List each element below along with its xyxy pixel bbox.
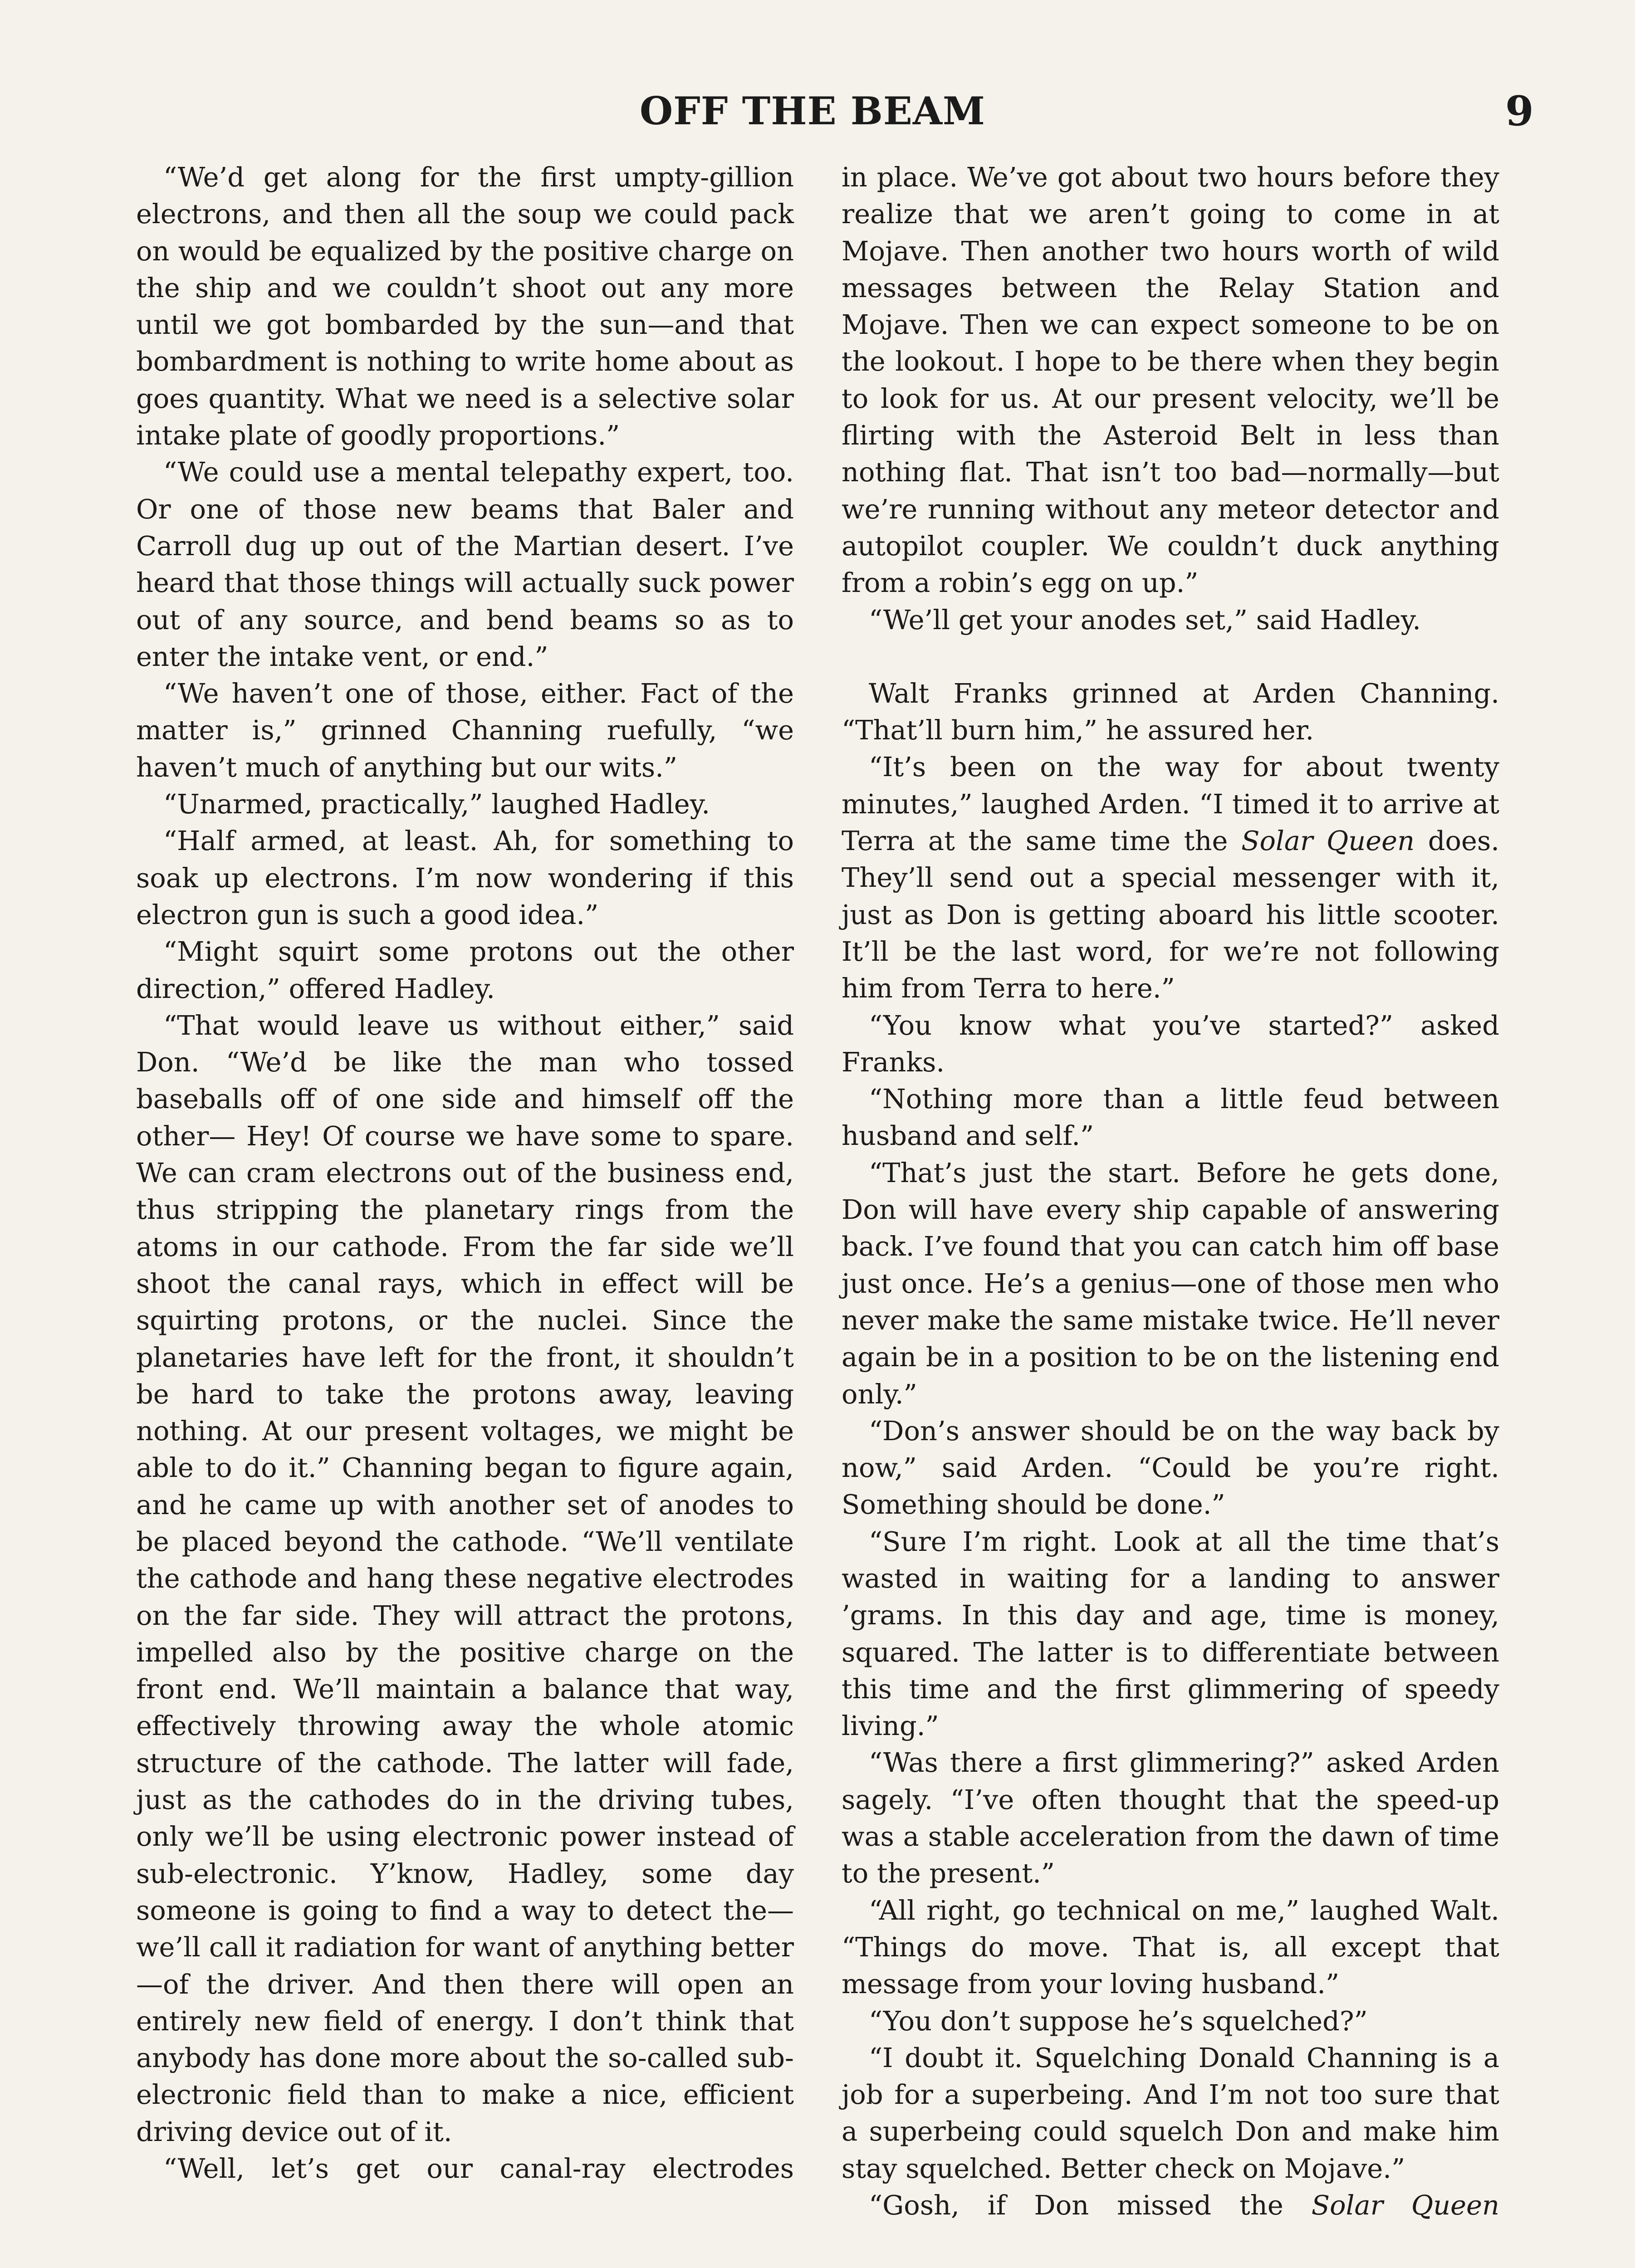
paragraph: “Was there a first glimmering?” asked Arden sagely. “I’ve often thought that the speed-up was a stable acceleration from the dawn of time to the present.” [842,1747,1499,1889]
paragraph: “You don’t suppose he’s squelched?” [869,2005,1368,2037]
paragraph: “Might squirt some protons out the other direction,” offered Hadley. [136,936,794,1004]
paragraph: “We’d get along for the first umpty-gillion electrons, and then all the soup we could pack on would be equalized by the positive charge on the ship and we couldn’t shoot out any more until we got bombarded by the sun—and that bombardment is nothing to write home about as goes quantity. What we need is a selective solar intake plate of goodly proportions.” [136,161,794,451]
right-column [842,159,1499,2224]
paragraph: “Sure I’m right. Look at all the time that’s wasted in waiting for a landing to answer ’grams. In this day and age, time is money, squared. The latter is to differentiate between this time and the first glimmering of speedy living.” [842,1525,1499,1742]
paragraph: “That’s just the start. Before he gets done, Don will have every ship capable of answering back. I’ve found that you can catch him off base just once. He’s a genius—one of those men who never make the same mistake twice. He’ll never again be in a position to be on the listening end only.” [842,1157,1499,1410]
paragraph: “Well, let’s get our canal-ray electrodes [163,2153,794,2185]
paragraph: “We’ll get your anodes set,” said Hadley. [869,604,1421,635]
ship-name: Solar Queen [1311,2190,1499,2221]
paragraph: “Half armed, at least. Ah, for something to soak up electrons. I’m now wondering if this electron gun is such a good idea.” [136,825,794,930]
page-header [0,86,1635,145]
paragraph: Walt Franks grinned at Arden Channing. “That’ll burn him,” he assured her. [842,677,1499,746]
paragraph: “We could use a mental telepathy expert, too. Or one of those new beams that Baler and Carroll dug up out of the Martian desert. I’ve heard that those things will actually suck power out of any source, and bend beams so as to enter the intake vent, or end.” [136,456,794,672]
text-run: does. They’ll send out a special messenger with it, just as Don is getting aboard his little scooter. It’ll be the last word, for we’re not following him from Terra to here.” [842,825,1499,1004]
left-column [136,159,794,2187]
continued-paragraph: in place. We’ve got about two hours before they realize that we aren’t going to come in at Mojave. Then another two hours worth of wild messages between the Relay Station and Mojave. Then we can expect someone to be on the lookout. I hope to be there when they begin to look for us. At our present velocity, we’ll be flirting with the Asteroid Belt in less than nothing flat. That isn’t too bad—normally—but we’re running without any meteor detector and autopilot coupler. We couldn’t duck anything from a robin’s egg on up.” [842,161,1499,599]
paragraph: “You know what you’ve started?” asked Franks. [842,1009,1499,1078]
running-title: OFF THE BEAM [640,88,986,133]
text-run: “It’s been on the way for about twenty minutes,” laughed Arden. “I timed it to arrive at Terra at the same time the [842,751,1499,857]
paragraph: “Unarmed, practically,” laughed Hadley. [163,788,710,820]
paragraph: “Don’s answer should be on the way back by now,” said Arden. “Could be you’re right. Something should be done.” [842,1415,1499,1520]
paragraph: “All right, go technical on me,” laughed Walt. “Things do move. That is, all except that message from your loving husband.” [842,1894,1499,2000]
paragraph [842,748,1499,1007]
page-number: 9 [1505,87,1534,135]
paragraph: “Nothing more than a little feud between husband and self.” [842,1083,1499,1152]
text-run: “Gosh, if Don missed the [869,2190,1312,2221]
ship-name: Solar Queen [1241,825,1415,857]
paragraph: “I doubt it. Squelching Donald Channing is a job for a superbeing. And I’m not too sure that a superbeing could squelch Don and make him stay squelched. Better check on Mojave.” [842,2042,1499,2184]
paragraph: “That would leave us without either,” said Don. “We’d be like the man who tossed baseballs off of one side and himself off the other— Hey! Of course we have some to spare. We can cram electrons out of the business end, thus stripping the planetary rings from the atoms in our cathode. From the far side we’ll shoot the canal rays, which in effect will be squirting protons, or the nuclei. Since the planetaries have left for the front, it shouldn’t be hard to take the protons away, leaving nothing. At our present voltages, we might be able to do it.” Channing began to figure again, and he came up with another set of anodes to be placed beyond the cathode. “We’ll ventilate the cathode and hang these negative electrodes on the far side. They will attract the protons, impelled also by the positive charge on the front end. We’ll maintain a balance that way, effectively throwing away the whole atomic structure of the cathode. The latter will fade, just as the cathodes do in the driving tubes, only we’ll be using electronic power instead of sub-electronic. Y’know, Hadley, some day someone is going to find a way to detect the—we’ll call it radiation for want of anything better—of the driver. And then there will open an entirely new field of energy. I don’t think that anybody has done more about the so-called sub-electronic field than to make a nice, efficient driving device out of it. [136,1009,794,2147]
paragraph: “We haven’t one of those, either. Fact of the matter is,” grinned Channing ruefully, “we haven’t much of anything but our wits.” [136,678,794,783]
paragraph [842,2187,1499,2224]
